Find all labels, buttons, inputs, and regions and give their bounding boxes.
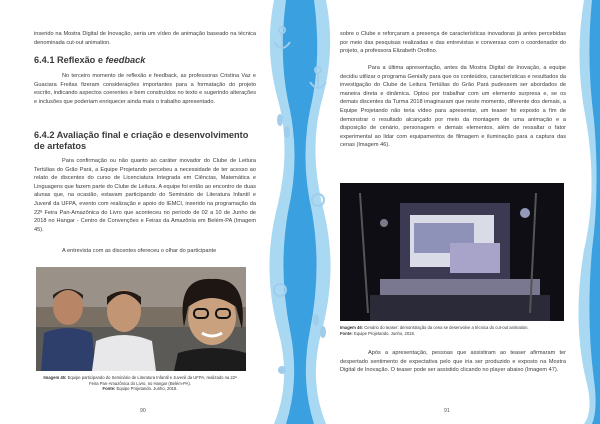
- section-heading-642: 6.4.2 Avaliação final e criação e desenvolvimento de artefatos: [34, 130, 249, 151]
- paragraph-641: No terceiro momento de reflexão e feedback, as professoras Cristina Vaz e Guaciara Freitas fizeram considerações importantes para a formatação do projeto escrito, indicando aspectos coerentes e bem construídos no texto e sugerindo alterações e inclusões que poderiam enriquecer ainda mais o trabalho apresentado.: [34, 73, 256, 105]
- decorative-wave-right-outer: [572, 0, 600, 424]
- heading-641-prefix: 6.4.1 Reflexão e: [34, 55, 106, 65]
- pin-icon: [278, 366, 286, 374]
- page-number-left: 90: [140, 408, 146, 414]
- caption-45-label: Imagem 45:: [43, 375, 67, 380]
- caption-45-text: Equipe participando do Seminário de Literatura Infantil e Juvenil da UFPA, realizado na 22ª Feira Pan-Amazônica do Livro, no Hangar (Belém-PA).: [67, 375, 237, 386]
- caption-45-source: Equipe Projetando. Junho, 2018.: [116, 386, 178, 392]
- photo-team-selfie: [36, 267, 246, 371]
- caption-image-46: [340, 325, 566, 336]
- caption-46-text: Cenário do teaser: demonstração da cena se desenvolve a técnica do cut-out animation.: [364, 325, 529, 330]
- caption-45-source-label: Fonte:: [102, 386, 116, 392]
- right-paragraph-3: Após a apresentação, pessoas que assistiram ao teaser afirmaram ter despertado sentimento de expectativa pelo que iria ser produzido e exposto na Mostra Digital de Inovação. O teaser pode ser assistido clicando no player abaixo (Imagem 47).: [340, 350, 566, 374]
- right-paragraph-1: sobre o Clube e reforçaram a presença de características inovadoras já antes percebidas por meio das pesquisas realizadas e das entrevistas e conversas com o coordenador do projeto, a professora Elizabeth Orofino.: [340, 31, 566, 55]
- right-page: [300, 0, 600, 424]
- section-heading-641: [34, 55, 256, 66]
- paragraph-642b: A entrevista com as discentes ofereceu o olhar do participante: [62, 248, 217, 254]
- paragraph-642: Para confirmação ou não quanto ao caráter inovador do Clube de Leitura Tertúlias do Grão Pará, a Equipe Projetando percebeu a necessidade de ter acesso ao relato de discentes do curso de Licenciatura Integrada em Ciências, Matemática e Linguagens que fazem parte do Clube de Leitura. A equipe foi então ao encontro de duas alunas que, na ocasião, estavam participando do Seminário de Literatura Infantil e Juvenil da UFPA, evento com realização e apoio do IEMCI, inserido na programação da 22ª Feira Pan-Amazônica do Livro que aconteceu no período de 02 a 10 de Junho de 2018 no Hangar - Centro de Convenções e Feiras da Amazônia em Belém-PA (Imagem 45).: [34, 158, 256, 233]
- decorative-wave-left: [260, 0, 300, 424]
- page-number-right: 91: [444, 408, 450, 414]
- photo-teaser-scene: [340, 183, 564, 321]
- caption-46-source-label: Fonte:: [340, 330, 353, 336]
- left-intro-text: inserido na Mostra Digital de Inovação, seria um vídeo de animação baseado na técnica denominada cut-out animation.: [34, 31, 256, 46]
- caption-image-45: [40, 375, 240, 392]
- heading-641-italic: feedback: [105, 55, 146, 65]
- caption-46-label: Imagem 46:: [340, 325, 364, 330]
- decorative-wave-right: [300, 0, 340, 424]
- right-paragraph-2: Para a última apresentação, antes da Mostra Digital de Inovação, a equipe decidiu utilizar o programa Genially para que os conteúdos, características e resultados da investigação do Clube de Leitura Tertúlias do Grão Pará pudessem ser abordados de maneira direta e dinâmica. Optou por trabalhar com um elemento surpresa e, se os demais discentes da Turma 2018 imaginaram que neste momento, diferente dos demais, a Equipe Projetando não teria vídeo para apresentar, um teaser foi exposto a fim de demonstrar o resultado alcançado por meio da montagem de uma animação e a disposição de cenário, personagem e demais elementos, além de ressaltar o fator experimental ao lidar com equipamentos de filmagem e iluminação para a captura das cenas (Imagem 46).: [340, 65, 566, 149]
- caption-46-source: Equipe Projetando. Junho, 2018.: [353, 330, 415, 336]
